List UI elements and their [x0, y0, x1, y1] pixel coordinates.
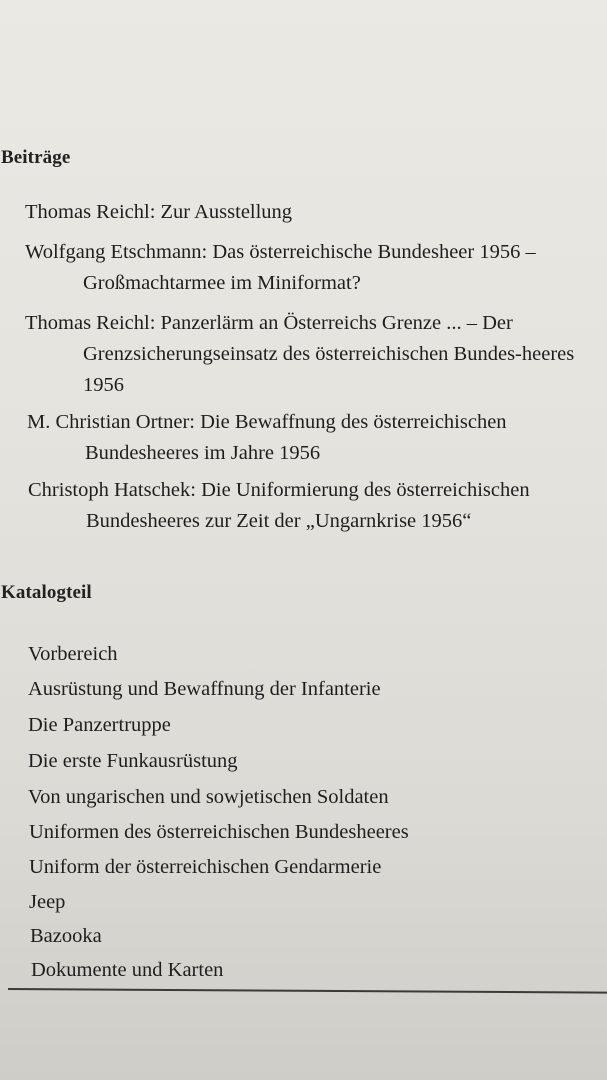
- catalogue-item: Ausrüstung und Bewaffnung der Infanterie: [28, 678, 381, 700]
- catalogue-item: Uniformen des österreichischen Bundesheeres: [29, 821, 409, 843]
- catalogue-item: Jeep: [29, 891, 66, 913]
- toc-entry: Christoph Hatschek: Die Uniformierung des österreichischen Bundesheeres zur Zeit der „Ungarnkrise 1956“: [28, 479, 530, 532]
- catalogue-item: Vorbereich: [28, 643, 118, 665]
- toc-entry: Thomas Reichl: Zur Ausstellung: [25, 201, 293, 223]
- entry-title: Das österreichische Bundesheer 1956 – Großmachtarmee im Miniformat?: [83, 241, 536, 294]
- entry-title: Panzerlärm an Österreichs Grenze ... – Der Grenzsicherungseinsatz des österreichischen Bundes-heeres 1956: [83, 312, 575, 396]
- catalogue-item: Uniform der österreichischen Gendarmerie: [29, 856, 382, 878]
- section-heading-catalogue: Katalogteil: [1, 582, 92, 603]
- horizontal-rule: [8, 988, 607, 994]
- catalogue-item: Dokumente und Karten: [31, 959, 224, 981]
- catalogue-item: Von ungarischen und sowjetischen Soldaten: [28, 786, 389, 808]
- catalogue-item: Die Panzertruppe: [28, 714, 171, 736]
- entry-author: Thomas Reichl: [25, 201, 150, 223]
- toc-entry: Thomas Reichl: Panzerlärm an Österreichs Grenze ... – Der Grenzsicherungseinsatz des österreichischen Bundes-heeres 1956: [25, 312, 575, 396]
- entry-title: Zur Ausstellung: [160, 201, 293, 223]
- catalogue-item: Die erste Funkausrüstung: [28, 750, 238, 772]
- entry-author: Thomas Reichl: [25, 312, 150, 334]
- catalogue-item: Bazooka: [30, 925, 102, 947]
- entry-title: Die Uniformierung des österreichischen Bundesheeres zur Zeit der „Ungarnkrise 1956“: [86, 479, 530, 532]
- entry-author: Christoph Hatschek: [28, 479, 191, 501]
- entry-title: Die Bewaffnung des österreichischen Bundesheeres im Jahre 1956: [85, 411, 507, 464]
- toc-entry: M. Christian Ortner: Die Bewaffnung des österreichischen Bundesheeres im Jahre 1956: [27, 411, 507, 464]
- toc-entry: Wolfgang Etschmann: Das österreichische Bundesheer 1956 – Großmachtarmee im Miniformat?: [25, 241, 536, 294]
- section-heading-contributions: Beiträge: [1, 147, 71, 168]
- entry-author: Wolfgang Etschmann: [25, 241, 202, 263]
- entry-author: M. Christian Ortner: [27, 411, 190, 433]
